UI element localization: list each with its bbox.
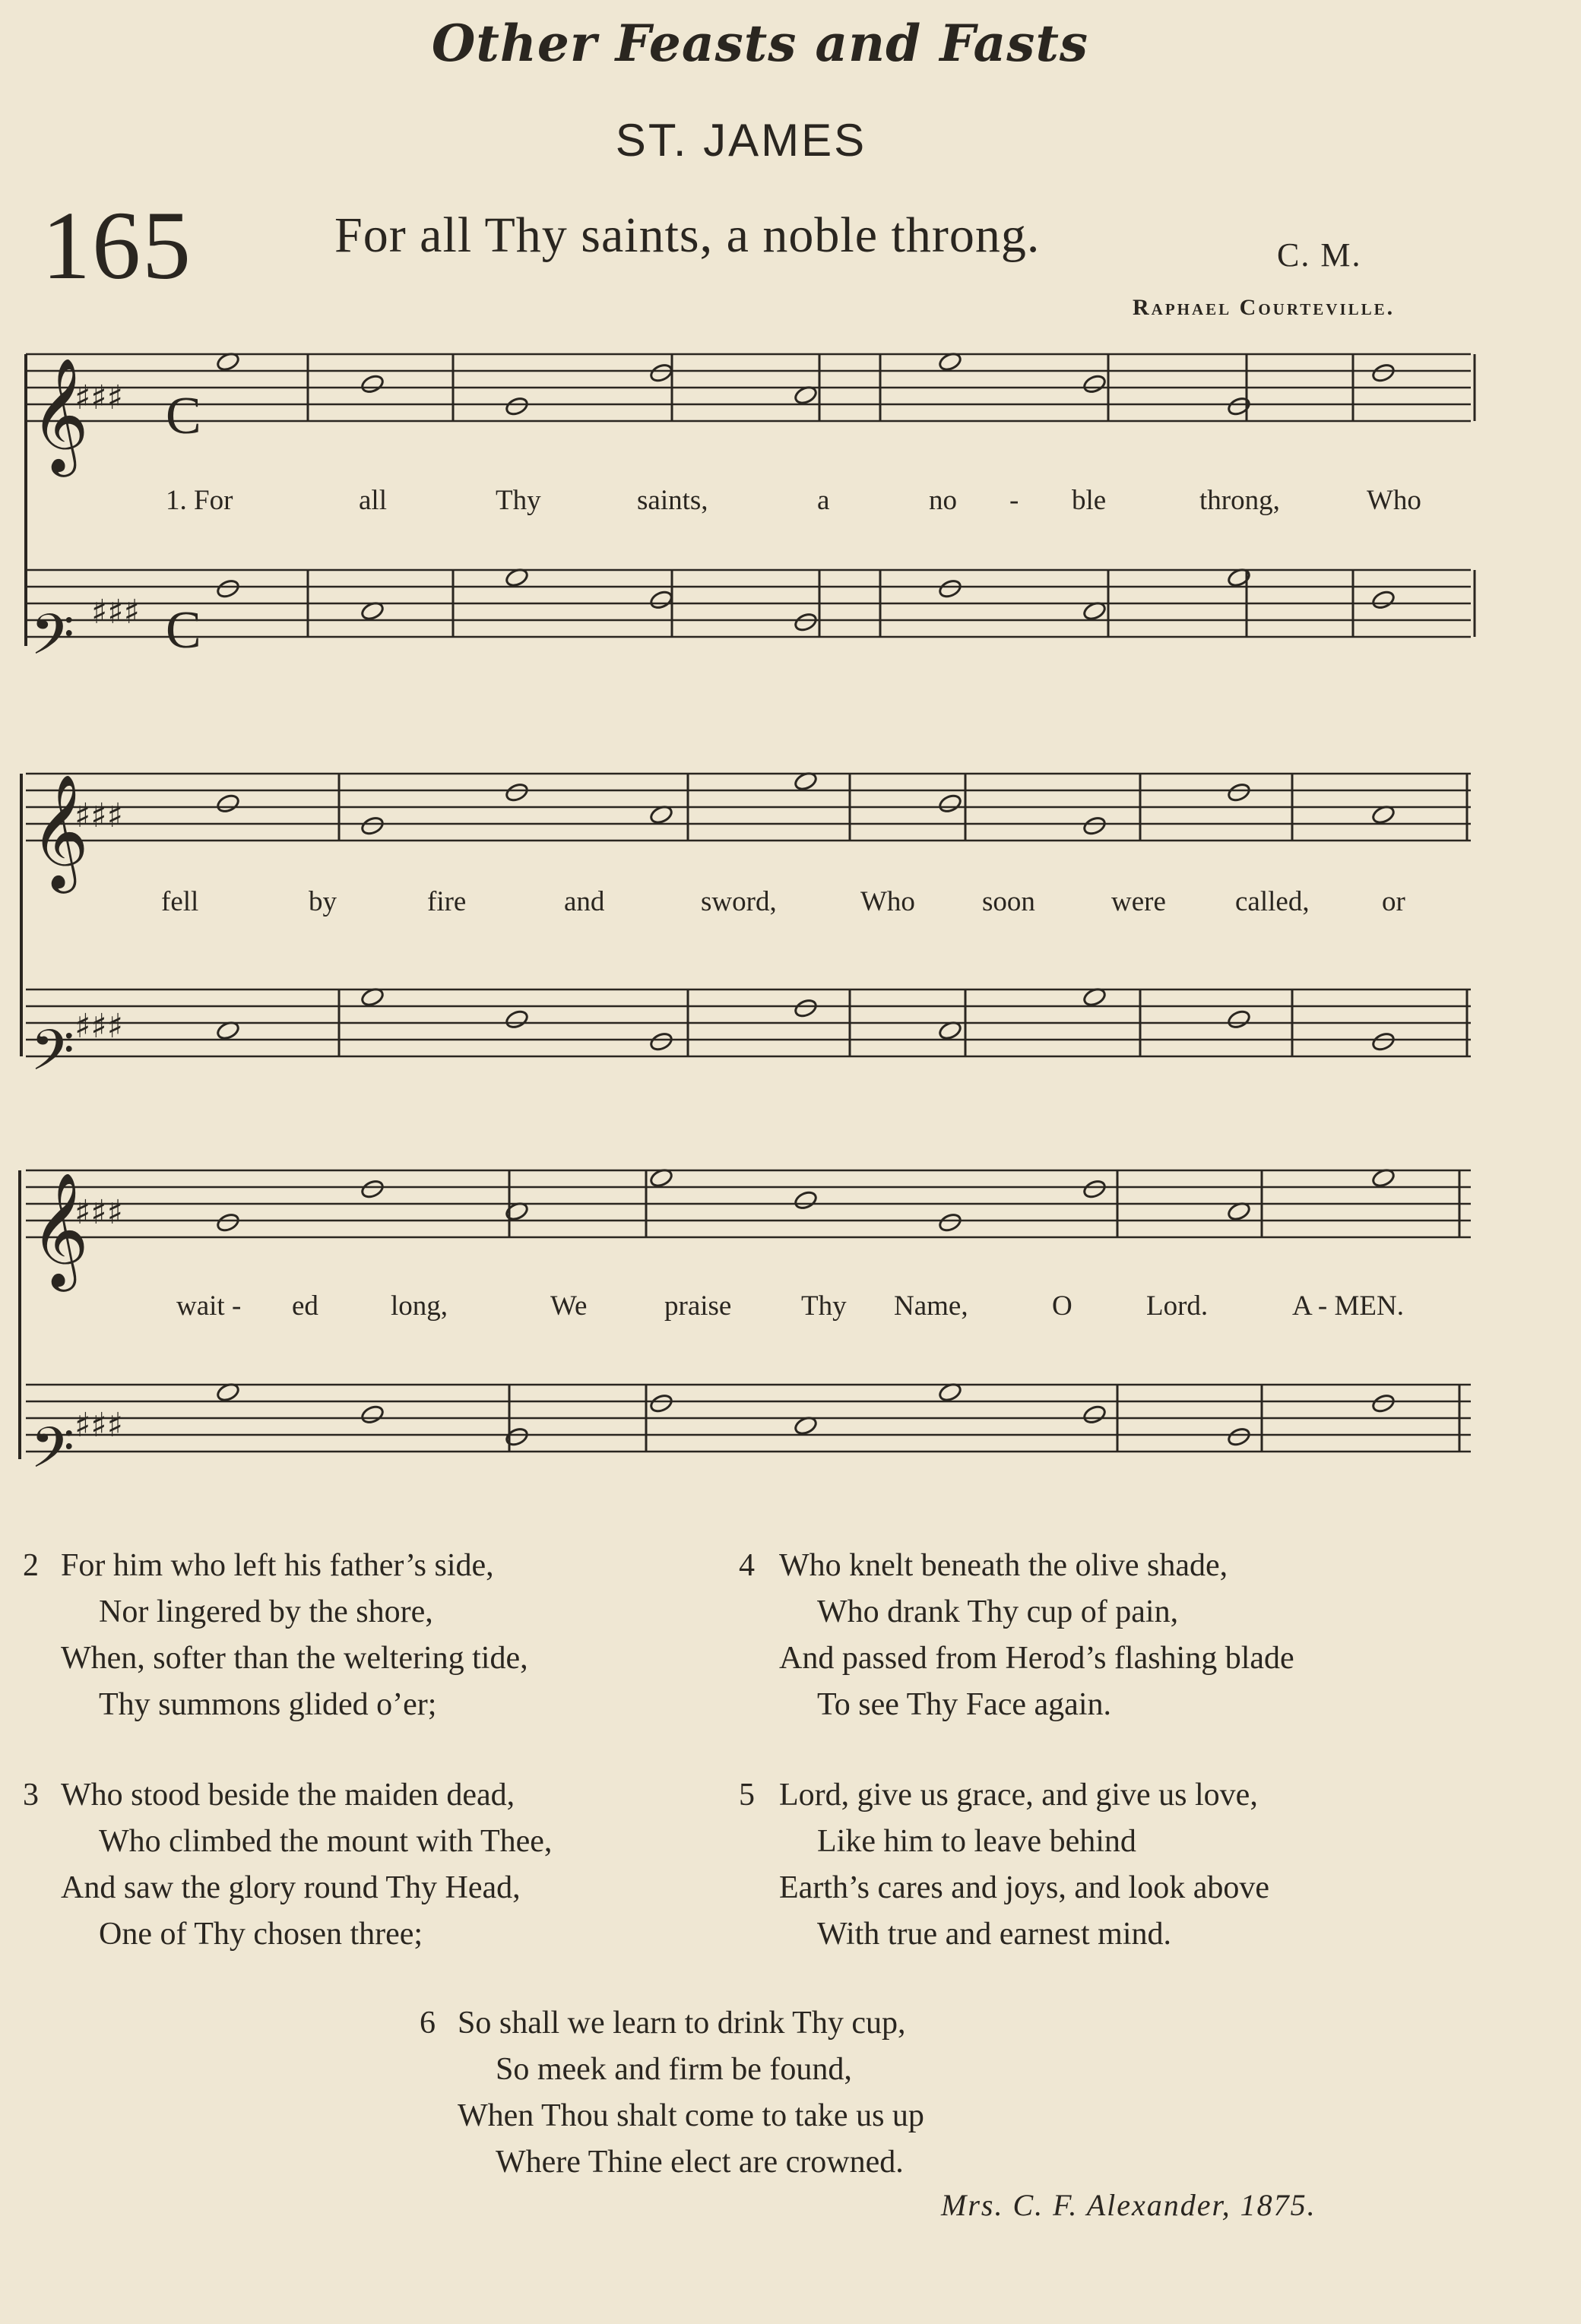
note-head (649, 1393, 674, 1414)
system-brackets (20, 354, 26, 1459)
verse-line: With true and earnest mind. (817, 1917, 1171, 1952)
note-head (216, 793, 241, 814)
composer: Raphael Courteville. (1133, 295, 1396, 320)
tune-name: ST. JAMES (615, 115, 867, 166)
verse-line: To see Thy Face again. (817, 1687, 1111, 1722)
note-head (794, 1189, 819, 1211)
lyric-syllable: A - MEN. (1292, 1290, 1404, 1322)
note-head (1227, 396, 1252, 417)
verse-line: Thy summons glided o’er; (99, 1687, 437, 1722)
lyric-syllable: long, (391, 1290, 448, 1322)
meter: C. M. (1277, 236, 1362, 274)
lyric-syllable: Thy (801, 1290, 847, 1322)
key-signature-sharps: ♯♯♯ (74, 1406, 123, 1445)
note-head (1371, 1031, 1396, 1053)
verse-3 (61, 1772, 552, 1958)
note-head (360, 373, 385, 394)
lyric-syllable: and (564, 886, 605, 917)
attribution: Mrs. C. F. Alexander, 1875. (941, 2188, 1316, 2222)
note-head (794, 998, 819, 1019)
lyric-syllable: Name, (894, 1290, 968, 1322)
verse-6 (458, 2000, 924, 2186)
lyric-syllable: soon (982, 886, 1035, 917)
treble-clef-icon: 𝄞 (30, 356, 89, 472)
key-signature-sharps: ♯♯♯ (74, 796, 123, 835)
verse-line: Who climbed the mount with Thee, (99, 1824, 553, 1859)
note-head (1082, 1404, 1107, 1425)
verse-number: 6 (420, 2006, 436, 2041)
note-head (505, 1426, 530, 1448)
lyric-syllable: O (1052, 1290, 1072, 1322)
lyric-syllable: ed (292, 1290, 318, 1322)
verse-line: And saw the glory round Thy Head, (61, 1870, 521, 1905)
lyric-syllable: We (550, 1290, 588, 1322)
note-head (360, 815, 385, 837)
note-head (1371, 1393, 1396, 1414)
note-head (216, 578, 241, 600)
verse-line: Nor lingered by the shore, (99, 1594, 433, 1629)
note-head (505, 1008, 530, 1030)
bass-clef-icon: 𝄢 (30, 1018, 74, 1097)
note-head (649, 363, 674, 384)
lyric-syllable: fire (427, 886, 467, 917)
verse-line: Like him to leave behind (817, 1824, 1136, 1859)
lyric-syllable: wait - (176, 1290, 242, 1322)
note-head (1227, 782, 1252, 803)
verse-line: When, softer than the weltering tide, (61, 1641, 528, 1676)
clefs-and-keys (30, 356, 201, 1490)
verse-2 (61, 1543, 528, 1728)
note-head (1227, 1426, 1252, 1448)
lyric-syllable: fell (161, 886, 199, 917)
key-signature-sharps: ♯♯♯ (74, 1007, 123, 1046)
lyric-syllable: Lord. (1146, 1290, 1209, 1322)
verse-number: 5 (739, 1778, 755, 1813)
bass-clef-icon: 𝄢 (30, 1415, 74, 1490)
verse-line: So meek and firm be found, (496, 2052, 852, 2087)
note-head (505, 396, 530, 417)
lyric-syllable: sword, (701, 886, 777, 917)
hymn-first-line: For all Thy saints, a noble throng. (334, 207, 1041, 263)
music-score (0, 319, 1520, 1490)
note-head (1371, 589, 1396, 610)
note-head (1082, 815, 1107, 837)
lyric-syllable: all (359, 485, 387, 516)
lyric-syllable: no (929, 485, 957, 516)
lyric-syllable: a (817, 485, 830, 516)
lyric-syllable: - (1009, 485, 1019, 516)
note-head (649, 589, 674, 610)
note-head (794, 612, 819, 633)
note-head (1082, 373, 1107, 394)
verse-line: So shall we learn to drink Thy cup, (458, 2006, 906, 2041)
verse-line: Earth’s cares and joys, and look above (779, 1870, 1269, 1905)
note-head (938, 1212, 963, 1233)
common-time-signature: C (166, 601, 201, 660)
verse-line: Where Thine elect are crowned. (496, 2145, 904, 2180)
verse-5 (779, 1772, 1269, 1958)
bass-clef-icon: 𝄢 (30, 602, 74, 682)
hymn-number: 165 (42, 192, 192, 299)
note-head (938, 793, 963, 814)
verse-line: Who knelt beneath the olive shade, (779, 1548, 1228, 1583)
key-signature-sharps: ♯♯♯ (74, 378, 123, 417)
note-head (649, 1031, 674, 1053)
treble-clef-icon: 𝄞 (30, 773, 89, 888)
lyric-syllable: by (309, 886, 337, 917)
verse-line: Who drank Thy cup of pain, (817, 1594, 1179, 1629)
lyric-syllable: Who (1367, 485, 1421, 516)
lyric-syllable: Thy (496, 485, 541, 516)
lyric-syllable: called, (1235, 886, 1310, 917)
note-head (360, 1179, 385, 1200)
lyric-syllable: praise (664, 1290, 732, 1322)
lyric-syllable: Who (860, 886, 915, 917)
section-heading: Other Feasts and Fasts (431, 14, 1089, 73)
verse-4 (779, 1543, 1294, 1728)
note-head (1082, 1179, 1107, 1200)
lyric-syllable: or (1382, 886, 1405, 917)
note-head (1227, 1008, 1252, 1030)
verse-line: When Thou shalt come to take us up (458, 2098, 924, 2133)
verse-line: One of Thy chosen three; (99, 1917, 423, 1952)
lyric-syllable: 1. For (166, 485, 233, 516)
note-head (360, 1404, 385, 1425)
common-time-signature: C (166, 387, 201, 445)
key-signature-sharps: ♯♯♯ (91, 593, 140, 632)
verse-line: And passed from Herod’s flashing blade (779, 1641, 1294, 1676)
verse-line: Who stood beside the maiden dead, (61, 1778, 515, 1813)
verse-number: 4 (739, 1548, 755, 1583)
note-head (216, 1212, 241, 1233)
lyric-syllable: ble (1072, 485, 1107, 516)
note-head (1371, 363, 1396, 384)
lyric-syllable: were (1111, 886, 1166, 917)
treble-clef-icon: 𝄞 (30, 1171, 89, 1287)
note-head (505, 782, 530, 803)
note-head (938, 578, 963, 600)
verse-number: 2 (23, 1548, 39, 1583)
lyric-syllable: saints, (637, 485, 708, 516)
lyric-syllable: throng, (1199, 485, 1280, 516)
key-signature-sharps: ♯♯♯ (74, 1193, 123, 1232)
verse-line: Lord, give us grace, and give us love, (779, 1778, 1258, 1813)
verse-number: 3 (23, 1778, 39, 1813)
verse-line: For him who left his father’s side, (61, 1548, 494, 1583)
